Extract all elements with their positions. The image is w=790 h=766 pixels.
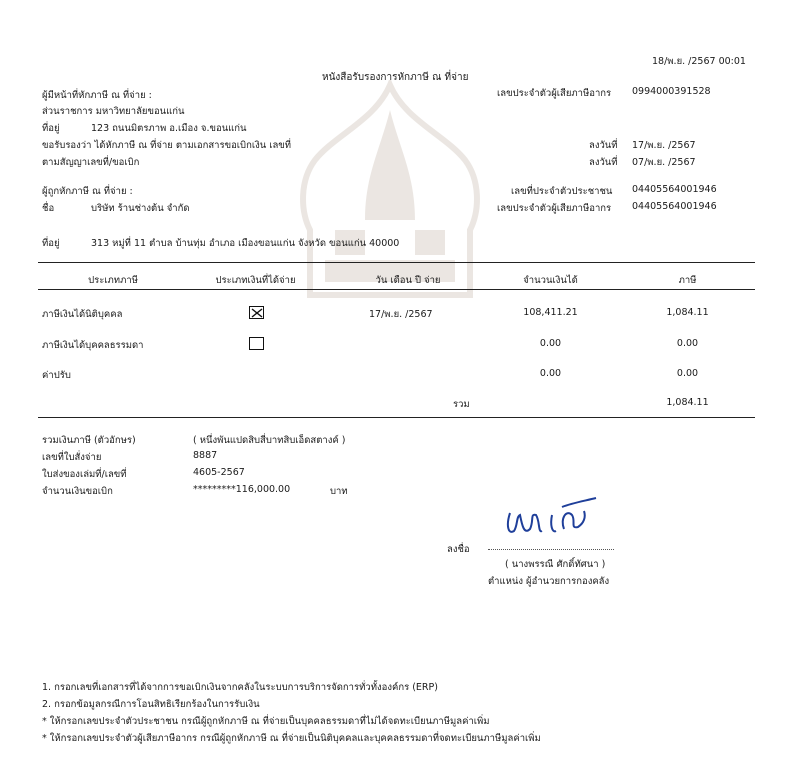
header-amount: จำนวนเงินได้ [523,275,578,286]
total-label: รวม [453,399,470,410]
certify-date2-label: ลงวันที่ [589,157,618,168]
payer-name: ส่วนราชการ มหาวิทยาลัยขอนแก่น [42,106,185,117]
note-2: 2. กรอกข้อมูลกรณีการโอนสิทธิเรียกร้องในการรับเงิน [42,699,260,710]
row2-tax: 0.00 [676,338,699,349]
row1-tax: 1,084.11 [666,307,709,318]
payer-label: ผู้มีหน้าที่หักภาษี ณ ที่จ่าย : [42,90,152,101]
total-tax: 1,084.11 [666,397,709,408]
row1-checkbox-checked [249,306,264,319]
payer-address: 123 ถนนมิตรภาพ อ.เมือง จ.ขอนแก่น [91,123,247,134]
header-tax: ภาษี [678,275,697,286]
summary-text-value: ( หนึ่งพันแปดสิบสี่บาทสิบเอ็ดสตางค์ ) [193,435,346,446]
amount-value: *********116,000.00 [193,484,291,495]
row2-amount: 0.00 [539,338,562,349]
payee-name: บริษัท ร้านช่างต้น จำกัด [91,203,190,214]
university-seal-watermark [295,80,485,300]
sign-label: ลงชื่อ [447,544,470,555]
row1-type: ภาษีเงินได้นิติบุคคล [42,309,123,320]
payee-name-label: ชื่อ [42,203,55,214]
amount-label: จำนวนเงินขอเบิก [42,486,113,497]
payer-taxid-label: เลขประจำตัวผู้เสียภาษีอากร [497,88,612,99]
row1-date: 17/พ.ย. /2567 [369,309,433,320]
summary-text-label: รวมเงินภาษี (ตัวอักษร) [42,435,136,446]
row2-checkbox-unchecked [249,337,264,350]
signer-name: ( นางพรรณี ศักดิ์ทัศนา ) [505,559,606,570]
book-value: 4605-2567 [193,467,245,478]
header-income-type: ประเภทเงินที่ได้จ่าย [215,275,296,286]
certify-date1: 17/พ.ย. /2567 [632,140,696,151]
header-pay-date: วัน เดือน ปี จ่าย [375,275,441,286]
note-4: * ให้กรอกเลขประจำตัวผู้เสียภาษีอากร กรณีผู้ถูกหักภาษี ณ ที่จ่ายเป็นนิติบุคคลและบุคคลธรรมดาที่จดทะเบียนภาษีมูลค่าเพิ่ม [42,733,541,744]
certify-date1-label: ลงวันที่ [589,140,618,151]
receipt-value: 8887 [193,450,218,461]
receipt-label: เลขที่ใบสั่งจ่าย [42,452,102,463]
payee-citizen-label: เลขที่ประจำตัวประชาชน [511,186,613,197]
book-label: ใบส่งของเล่มที่/เลขที่ [42,469,127,480]
certify-line1: ขอรับรองว่า ได้หักภาษี ณ ที่จ่าย ตามเอกสารขอเบิกเงิน เลขที่ [42,140,292,151]
payer-address-label: ที่อยู่ [42,123,60,134]
row3-tax: 0.00 [676,368,699,379]
check-cross-icon [251,308,263,318]
payee-taxid-label: เลขประจำตัวผู้เสียภาษีอากร [497,203,612,214]
handwritten-signature [500,495,605,543]
header-tax-type: ประเภทภาษี [88,275,138,286]
payer-taxid: 0994000391528 [632,86,711,97]
payee-address: 313 หมู่ที่ 11 ตำบล บ้านทุ่ม อำเภอ เมืองขอนแก่น จังหวัด ขอนแก่น 40000 [91,238,400,249]
document-title: หนังสือรับรองการหักภาษี ณ ที่จ่าย [322,72,469,83]
note-1: 1. กรอกเลขที่เอกสารที่ได้จากการขอเบิกเงินจากคลังในระบบการบริการจัดการทั่วทั้งองค์กร (ERP) [42,682,438,693]
payee-citizen-id: 04405564001946 [632,184,717,195]
payee-label: ผู้ถูกหักภาษี ณ ที่จ่าย : [42,186,133,197]
row3-amount: 0.00 [539,368,562,379]
certify-date2: 07/พ.ย. /2567 [632,157,696,168]
row1-amount: 108,411.21 [523,307,578,318]
table-bottom-rule [38,417,755,418]
signature-dotted-line [488,549,614,550]
header-rule [38,289,755,290]
certify-line2: ตามสัญญาเลขที่/ขอเบิก [42,157,140,168]
note-3: * ให้กรอกเลขประจำตัวประชาชน กรณีผู้ถูกหักภาษี ณ ที่จ่ายเป็นบุคคลธรรมดาที่ไม่ได้จดทะเบียนภาษีมูลค่าเพิ่ม [42,716,490,727]
table-top-rule [38,262,755,263]
signer-position: ตำแหน่ง ผู้อำนวยการกองคลัง [488,576,610,587]
row3-type: ค่าปรับ [42,370,71,381]
payee-address-label: ที่อยู่ [42,238,60,249]
row2-type: ภาษีเงินได้บุคคลธรรมดา [42,340,144,351]
amount-unit: บาท [330,486,348,497]
payee-taxid: 04405564001946 [632,201,717,212]
print-date: 18/พ.ย. /2567 00:01 [652,56,746,67]
